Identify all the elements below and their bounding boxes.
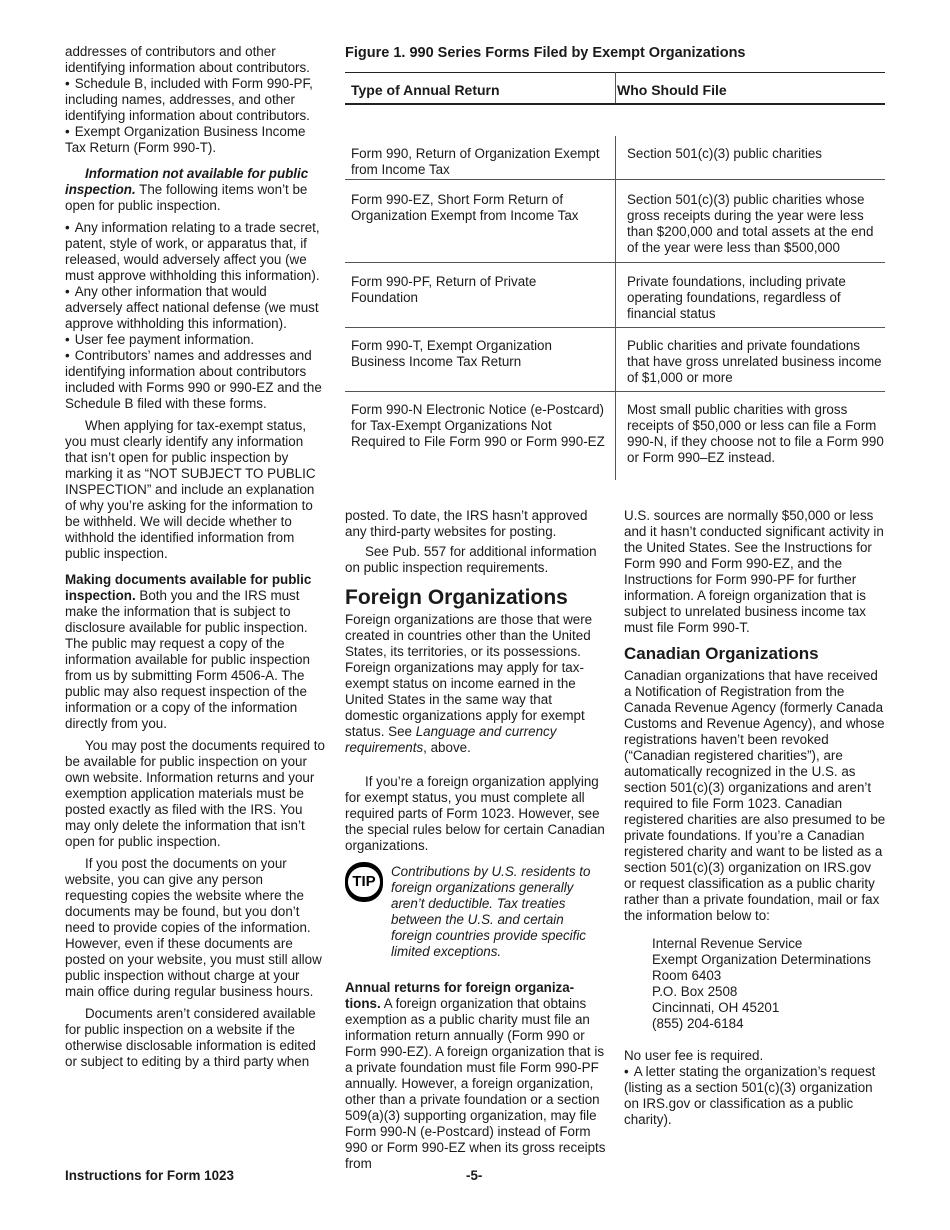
row-rule (345, 327, 885, 328)
column-divider (615, 136, 616, 480)
column-header: Type of Annual Return (351, 82, 500, 98)
paragraph: Canadian organizations that have received a Notification of Registration from the Canada Revenue Agency (formerly Canada Customs and Revenue Agency), and whose registrations haven’t been revoked (“Canadian registered charities”), are automatically recognized in the U.S. as section 501(c)(3) organizations and aren’t required to file Form 1023. Canadian registered charities are also presumed to be private foundations. If you’re a Canadian registered charity and want to be listed as a section 501(c)(3) organization on IRS.gov or request classification as a public charity rather than a private foundation, mail or fax the information below to: (624, 668, 886, 923)
row-rule (345, 262, 885, 263)
paragraph: addresses of contributors and other identifying information about contributors. (65, 44, 310, 75)
bullet-item: • User fee payment information. (65, 332, 327, 348)
footer-form-title: Instructions for Form 1023 (65, 1168, 234, 1183)
section-heading: Foreign Organizations (345, 586, 568, 609)
run-in-heading: Annual returns for foreign organiza-tions. (345, 980, 575, 1011)
address-line: P.O. Box 2508 (652, 984, 738, 999)
header-divider (615, 72, 616, 103)
paragraph (65, 166, 327, 214)
section-heading: Canadian Organizations (624, 644, 819, 663)
cross-reference: Language and currency requirements (345, 724, 557, 755)
table-cell: Public charities and private foundations that have gross unrelated business income of $1,000 or more (627, 338, 882, 385)
right-column (624, 508, 886, 1128)
table-cell: Form 990-T, Exempt Organization Business Income Tax Return (351, 338, 552, 369)
paragraph: U.S. sources are normally $50,000 or less and it hasn’t conducted significant activity in the United States. See the Instructions for Form 990 and Form 990-EZ, and the Instructions for Form 990-PF for further information. A foreign organization that is subject to unrelated business income tax must file Form 990-T. (624, 508, 884, 635)
paragraph-text: Both you and the IRS must make the information that is subject to disclosure available for public inspection. The public may request a copy of the information available for public inspection from us by submitting Form 4506-A. The public may also request inspection of the information or a copy of the information directly from you. (65, 588, 310, 731)
row-rule (345, 179, 885, 180)
table-cell: Section 501(c)(3) public charities whose gross receipts during the year were less than $200,000 and total assets at the end of the year were less than $500,000 (627, 192, 874, 255)
paragraph: Documents aren’t considered available for public inspection on a website if the otherwise disclosable information is edited or subject to editing by a third party when (65, 1006, 316, 1069)
mailing-address (652, 936, 886, 1032)
address-line: Exempt Organization Determinations (652, 952, 871, 967)
row-rule (345, 391, 885, 392)
tip-icon: TIP (345, 864, 383, 900)
paragraph: You may post the documents required to be available for public inspection on your own website. Information returns and your exemption application materials must be posted exactly as filed with the IRS. You may only delete the information that isn’t open for public inspection. (65, 738, 325, 849)
column-header: Who Should File (617, 82, 727, 98)
paragraph (345, 980, 607, 1172)
bullet-item: • A letter stating the organization’s request (listing as a section 501(c)(3) organization on IRS.gov or classification as a public charity). (624, 1064, 886, 1128)
address-line: Internal Revenue Service (652, 936, 803, 951)
paragraph: posted. To date, the IRS hasn’t approved any third-party websites for posting. (345, 508, 588, 539)
table-cell: Most small public charities with gross receipts of $50,000 or less can file a Form 990-N, if they choose not to file a Form 990 or Form 990–EZ instead. (627, 402, 884, 465)
paragraph (345, 612, 607, 756)
table-cell: Section 501(c)(3) public charities (627, 146, 822, 161)
table-cell: Private foundations, including private operating foundations, regardless of financial status (627, 274, 846, 321)
table-cell: Form 990-PF, Return of Private Foundation (351, 274, 537, 305)
run-in-heading: Information not available for public inspection. (65, 166, 309, 197)
bullet-item: • Any other information that would adversely affect national defense (we must approve withholding this information). (65, 284, 327, 332)
paragraph: When applying for tax-exempt status, you must clearly identify any information that isn’t open for public inspection by marking it as “NOT SUBJECT TO PUBLIC INSPECTION” and include an explanation of why you’re asking for the information to be withheld. We will decide whether to withhold the identified information from public inspection. (65, 418, 316, 561)
paragraph-text: Foreign organizations are those that were created in countries other than the United States, its territories, or its possessions. Foreign organizations may apply for tax-exempt status on income earned in the United States in the same way that domestic organizations apply for exempt status. See (345, 612, 593, 739)
address-line: Room 6403 (652, 968, 722, 983)
bullet-item: • Exempt Organization Business Income Tax Return (Form 990-T). (65, 124, 327, 156)
paragraph: See Pub. 557 for additional information on public inspection requirements. (345, 544, 597, 575)
address-line: Cincinnati, OH 45201 (652, 1000, 780, 1015)
paragraph (65, 572, 327, 732)
bullet-item: • Contributors’ names and addresses and identifying information about contributors included with Forms 990 or 990-EZ and the Schedule B filed with these forms. (65, 348, 327, 412)
paragraph: If you post the documents on your website, you can give any person requesting copies the website where the documents may be found, but you don’t need to provide copies of the information. However, even if these documents are posted on your website, you must still allow public inspection without charge at your main office during regular business hours. (65, 856, 322, 999)
paragraph: No user fee is required. (624, 1048, 764, 1063)
paragraph-text: The following items won’t be open for public inspection. (65, 182, 308, 213)
tip-box (345, 864, 607, 960)
address-line: (855) 204-6184 (652, 1016, 744, 1031)
paragraph-text: , above. (423, 740, 471, 755)
figure-title: Figure 1. 990 Series Forms Filed by Exempt Organizations (345, 45, 746, 61)
bullet-item: • Any information relating to a trade secret, patent, style of work, or apparatus that, if released, would adversely affect you (we must approve withholding this information). (65, 220, 327, 284)
table-cell: Form 990, Return of Organization Exempt from Income Tax (351, 146, 600, 177)
bullet-item: • Schedule B, included with Form 990-PF, including names, addresses, and other identifying information about contributors. (65, 76, 327, 124)
run-in-heading: Making documents available for public inspection. (65, 572, 312, 603)
table-cell: Form 990-N Electronic Notice (e-Postcard) for Tax-Exempt Organizations Not Required to File Form 990 or Form 990-EZ (351, 402, 605, 449)
figure-table (345, 72, 885, 480)
middle-column (345, 508, 607, 1172)
header-rule (345, 103, 885, 105)
left-column (65, 44, 327, 1070)
page-number: -5- (466, 1168, 483, 1183)
paragraph-text: A foreign organization that obtains exemption as a public charity must file an information return annually (Form 990 or Form 990-EZ). A foreign organization that is a private foundation must file Form 990-PF annually. However, a foreign organization, other than a private foundation or a section 509(a)(3) supporting organization, may file Form 990-N (e-Postcard) instead of Form 990 or Form 990-EZ when its gross receipts from (345, 996, 606, 1171)
paragraph: If you’re a foreign organization applying for exempt status, you must complete all required parts of Form 1023. However, see the special rules below for certain Canadian organizations. (345, 774, 605, 853)
tip-text: Contributions by U.S. residents to foreign organizations generally aren’t deductible. Tax treaties between the U.S. and certain foreign countries provide specific limited exceptions. (391, 864, 591, 959)
table-cell: Form 990-EZ, Short Form Return of Organization Exempt from Income Tax (351, 192, 579, 223)
